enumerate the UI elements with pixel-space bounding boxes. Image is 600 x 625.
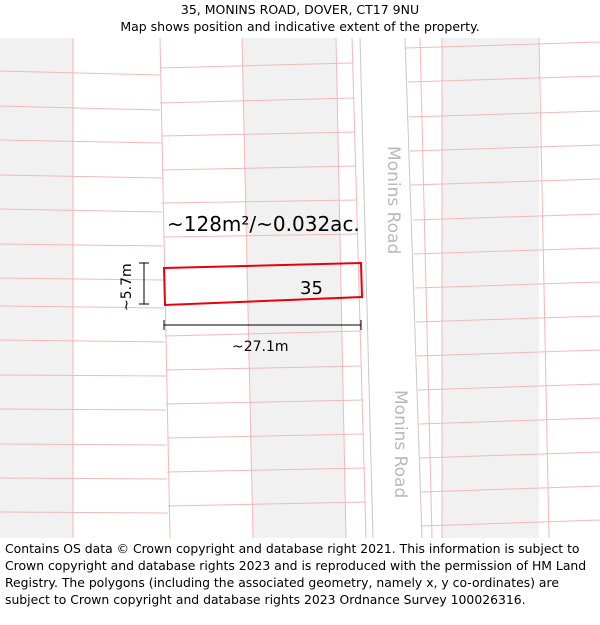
plot-number-label: 35: [300, 278, 323, 299]
height-dimension: [139, 263, 149, 304]
height-dimension-label: ~5.7m: [119, 263, 135, 311]
address-title: 35, MONINS ROAD, DOVER, CT17 9NU: [180, 2, 420, 17]
attribution-text: Contains OS data © Crown copyright and database right 2021. This information is subject to Crown copyright and database rights 2023 and is reproduced with the permission of HM Land Registry. The polygons (including the associated geometry, namely x, y co-ordinates) are subject to Crown copyright and database rights 2023 Ordnance Survey 100026316.: [5, 541, 587, 607]
width-dimension-label: ~27.1m: [232, 339, 289, 355]
map-header: [0, 0, 600, 38]
area-label: ~128m²/~0.032ac.: [167, 212, 360, 236]
map-subtitle: Map shows position and indicative extent of the property.: [120, 19, 480, 34]
building-footprints: [0, 38, 539, 538]
property-map[interactable]: [0, 38, 600, 538]
road-label-lower: Monins Road: [390, 390, 410, 499]
road-label-upper: Monins Road: [383, 146, 403, 255]
